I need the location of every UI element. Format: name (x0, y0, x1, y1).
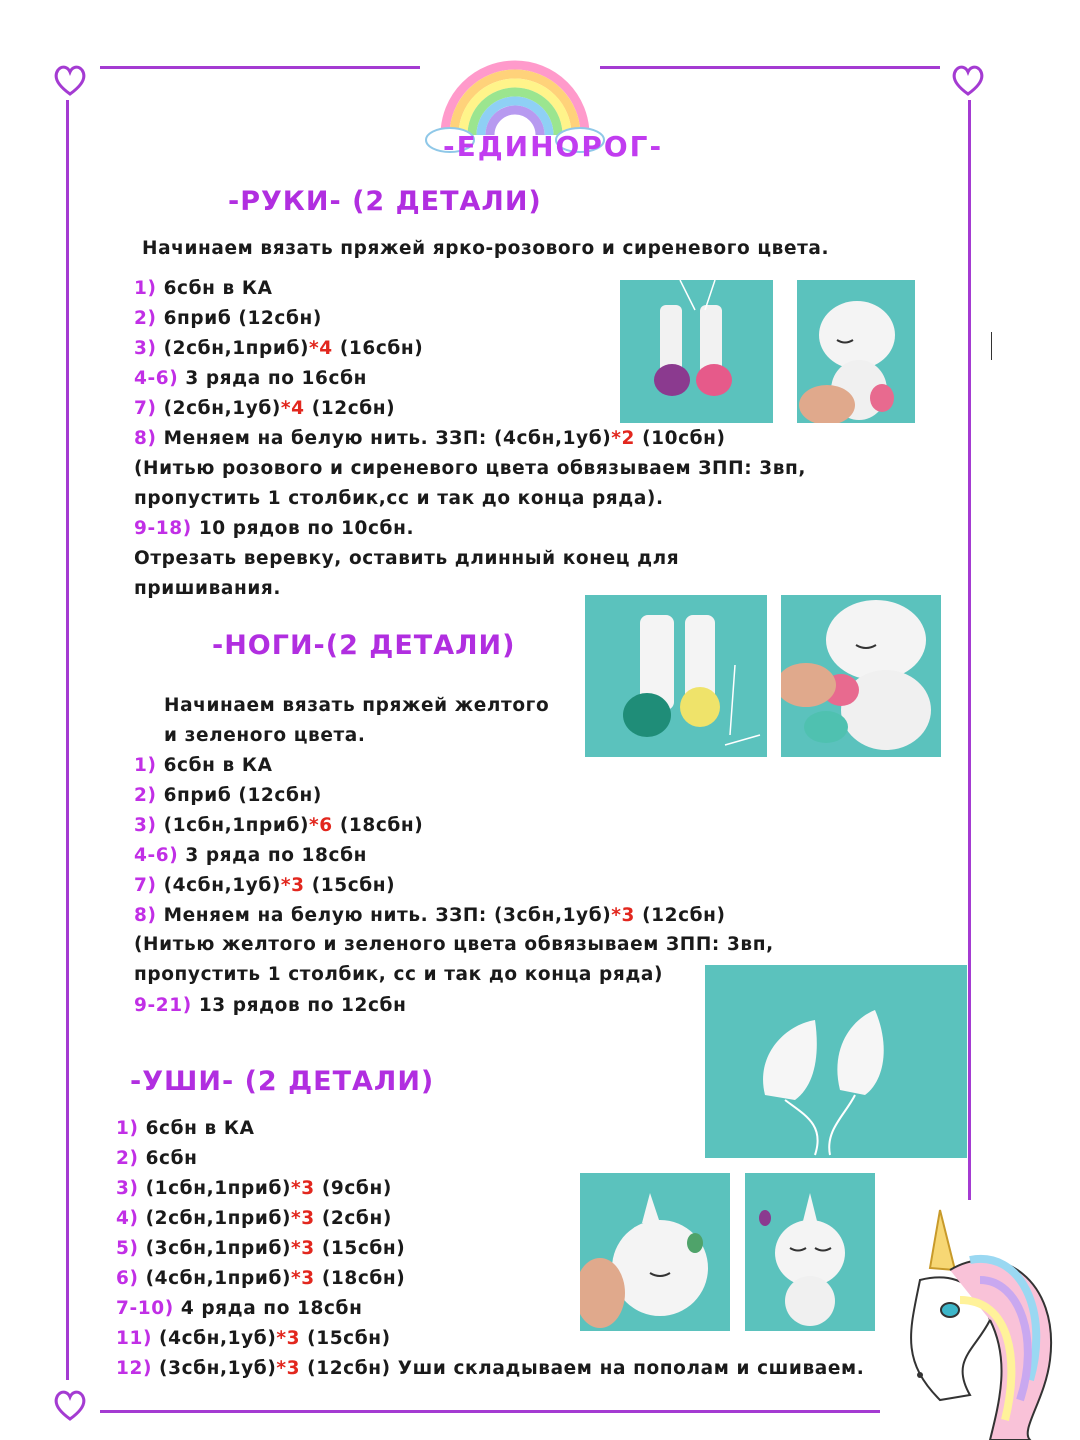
ears-photo-3 (745, 1173, 875, 1331)
row-number: 11) (116, 1328, 152, 1349)
pattern-row (134, 308, 322, 329)
pattern-row (134, 338, 423, 359)
legs-photo-1 (585, 595, 767, 757)
legs-heading: -НОГИ-(2 ДЕТАЛИ) (212, 630, 516, 661)
row-text: 10 рядов по 10сбн. (198, 518, 415, 539)
row-text: 6сбн в КА (163, 755, 273, 776)
row-number: 7) (134, 398, 157, 419)
legs-intro-line-1: Начинаем вязать пряжей желтого (164, 695, 550, 716)
ears-photo-2 (580, 1173, 730, 1331)
page-title: -ЕДИНОРОГ- (443, 130, 664, 163)
row-text: (4сбн,1уб) (163, 875, 281, 896)
row-number: 1) (134, 755, 157, 776)
row-result: (15сбн) (311, 875, 396, 896)
row-multiplier: *2 (611, 428, 636, 449)
row-number: 3) (116, 1178, 139, 1199)
row-text: 6приб (12сбн) (163, 785, 322, 806)
pattern-row (134, 755, 273, 776)
row-number: 6) (116, 1268, 139, 1289)
arms-photo-2 (797, 280, 915, 423)
heart-corner-icon-top-left (50, 60, 90, 100)
legs-note-line-2: пропустить 1 столбик, сс и так до конца ряда) (134, 964, 664, 985)
pattern-row (116, 1118, 255, 1139)
frame-top-left (100, 66, 420, 69)
row-text: (2сбн,1приб) (145, 1208, 292, 1229)
row-text: 13 рядов по 12сбн (198, 995, 407, 1016)
row-number: 1) (116, 1118, 139, 1139)
legs-intro-line-2: и зеленого цвета. (164, 725, 366, 746)
pattern-row (134, 875, 395, 896)
ears-heading: -УШИ- (2 ДЕТАЛИ) (130, 1066, 435, 1097)
row-number: 5) (116, 1238, 139, 1259)
row-result: (15сбн) (321, 1238, 406, 1259)
ears-photo-1 (705, 965, 967, 1158)
pattern-row (116, 1268, 405, 1289)
arms-note-line-2: пропустить 1 столбик,сс и так до конца ряда). (134, 488, 664, 509)
pattern-row (134, 398, 395, 419)
pattern-row (116, 1298, 362, 1319)
row-text: (2сбн,1уб) (163, 398, 281, 419)
row-multiplier: *3 (291, 1178, 315, 1199)
row-text: (4сбн,1уб) (159, 1328, 277, 1349)
row-multiplier: *3 (276, 1358, 301, 1379)
row-result: (10сбн) (642, 428, 726, 449)
arms-end-line-2: пришивания. (134, 578, 282, 599)
row-result: (12сбн) (642, 905, 726, 926)
row-number: 3) (134, 338, 157, 359)
arms-photo-1 (620, 280, 773, 423)
row-result: (18сбн) (339, 815, 424, 836)
row-number: 8) (134, 428, 157, 449)
row-text: 6сбн в КА (163, 278, 273, 299)
row-multiplier: *4 (280, 398, 305, 419)
row-result: (16сбн) (339, 338, 424, 359)
row-number: 2) (116, 1148, 139, 1169)
arms-row-9 (134, 518, 414, 539)
row-text: (1сбн,1приб) (145, 1178, 292, 1199)
row-number: 4-6) (134, 368, 179, 389)
row-multiplier: *3 (291, 1238, 315, 1259)
row-number: 4-6) (134, 845, 179, 866)
pattern-row (134, 368, 367, 389)
pattern-row (134, 905, 726, 926)
frame-top-right (600, 66, 940, 69)
row-number: 9-18) (134, 518, 192, 539)
row-text: 3 ряда по 18сбн (185, 845, 367, 866)
row-number: 8) (134, 905, 157, 926)
row-result: (12сбн) Уши складываем на пополам и сшиваем. (307, 1358, 865, 1379)
pattern-row (134, 815, 423, 836)
legs-note-line-1: (Нитью желтого и зеленого цвета обвязываем ЗПП: 3вп, (134, 934, 774, 955)
row-multiplier: *3 (611, 905, 636, 926)
row-text: (2сбн,1приб) (163, 338, 310, 359)
row-text: 6приб (12сбн) (163, 308, 322, 329)
pattern-row (134, 278, 273, 299)
row-result: (15сбн) (307, 1328, 391, 1349)
row-text: Меняем на белую нить. ЗЗП: (3сбн,1уб) (163, 905, 612, 926)
row-multiplier: *3 (291, 1208, 315, 1229)
row-text: (1сбн,1приб) (163, 815, 310, 836)
row-multiplier: *3 (280, 875, 305, 896)
arms-end-line-1: Отрезать веревку, оставить длинный конец для (134, 548, 680, 569)
row-number: 12) (116, 1358, 152, 1379)
row-result: (2сбн) (321, 1208, 392, 1229)
row-number: 9-21) (134, 995, 192, 1016)
row-result: (18сбн) (321, 1268, 406, 1289)
pattern-row (116, 1358, 864, 1379)
legs-row-9 (134, 995, 406, 1016)
pattern-row (116, 1178, 392, 1199)
row-result: (9сбн) (321, 1178, 392, 1199)
row-multiplier: *4 (309, 338, 333, 359)
legs-photo-2 (781, 595, 941, 757)
arms-intro: Начинаем вязать пряжей ярко-розового и сиреневого цвета. (142, 238, 830, 259)
row-number: 7-10) (116, 1298, 174, 1319)
pattern-row (116, 1208, 392, 1229)
arms-note-line-1: (Нитью розового и сиреневого цвета обвязываем ЗПП: 3вп, (134, 458, 807, 479)
text-cursor (991, 332, 992, 360)
row-number: 2) (134, 785, 157, 806)
row-text: Меняем на белую нить. ЗЗП: (4сбн,1уб) (163, 428, 612, 449)
row-text: (4сбн,1приб) (145, 1268, 292, 1289)
pattern-row (116, 1148, 198, 1169)
row-number: 4) (116, 1208, 139, 1229)
row-number: 3) (134, 815, 157, 836)
row-result: (12сбн) (311, 398, 396, 419)
row-text: 3 ряда по 16сбн (185, 368, 367, 389)
row-number: 1) (134, 278, 157, 299)
arms-heading: -РУКИ- (2 ДЕТАЛИ) (228, 186, 542, 217)
frame-bottom (100, 1410, 880, 1413)
row-multiplier: *6 (309, 815, 333, 836)
pattern-row (116, 1328, 391, 1349)
row-text: 6сбн (145, 1148, 198, 1169)
pattern-row (134, 845, 367, 866)
heart-corner-icon-bottom-left (50, 1385, 90, 1425)
pattern-row (134, 428, 726, 449)
heart-corner-icon-top-right (948, 60, 988, 100)
row-number: 2) (134, 308, 157, 329)
row-text: 6сбн в КА (145, 1118, 255, 1139)
unicorn-illustration (880, 1200, 1080, 1440)
row-number: 7) (134, 875, 157, 896)
pattern-row (116, 1238, 405, 1259)
pattern-row (134, 785, 322, 806)
row-multiplier: *3 (291, 1268, 315, 1289)
frame-right (968, 100, 971, 1200)
frame-left (66, 100, 69, 1380)
row-text: (3сбн,1приб) (145, 1238, 292, 1259)
row-multiplier: *3 (276, 1328, 301, 1349)
row-text: 4 ряда по 18сбн (180, 1298, 363, 1319)
row-text: (3сбн,1уб) (159, 1358, 277, 1379)
